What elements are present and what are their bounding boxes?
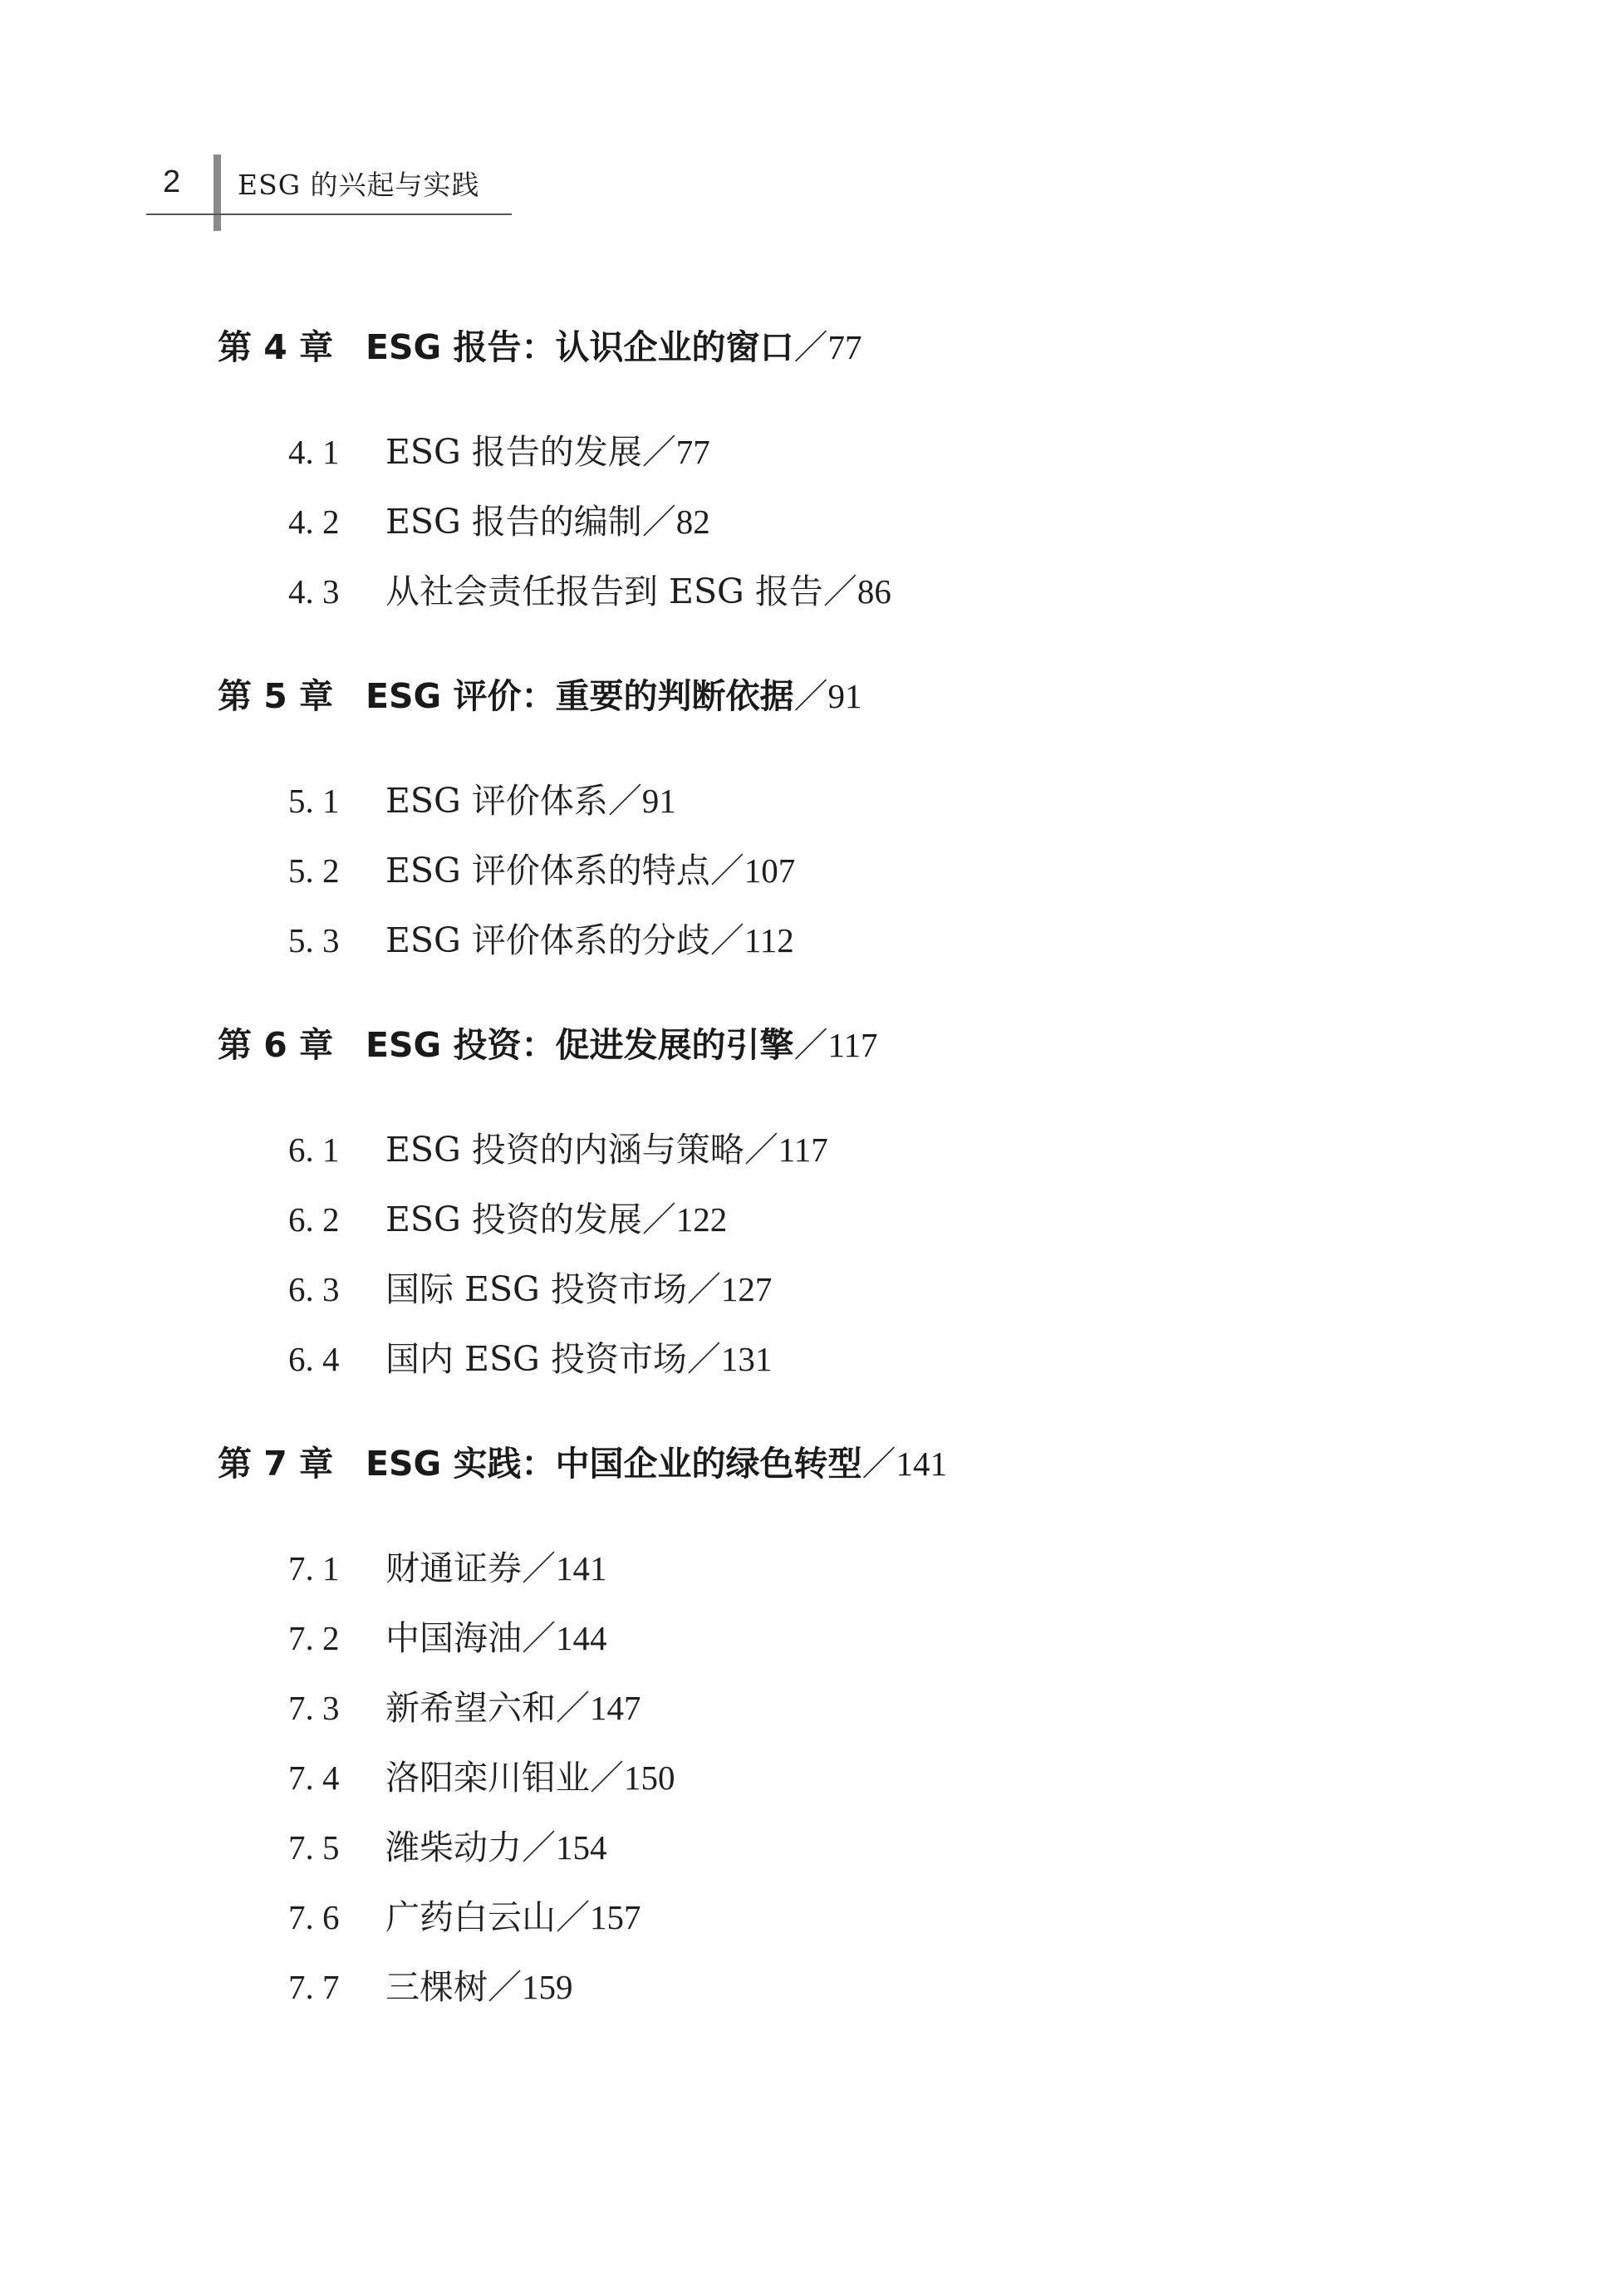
toc-section-7-5[interactable] xyxy=(288,1827,607,1867)
section-number: 7. 6 xyxy=(288,1898,340,1936)
section-title: 中国海油 xyxy=(385,1618,522,1658)
section-title: 国际 ESG 投资市场 xyxy=(385,1269,687,1309)
section-number: 4. 3 xyxy=(288,572,340,611)
chapter-title: ESG 评价：重要的判断依据 xyxy=(366,676,794,716)
section-page: ／122 xyxy=(641,1200,728,1239)
toc-chapter-4[interactable] xyxy=(218,327,862,367)
section-number: 7. 5 xyxy=(288,1828,340,1867)
section-page: ／144 xyxy=(522,1619,607,1657)
chapter-page: ／91 xyxy=(793,677,862,715)
section-title: 国内 ESG 投资市场 xyxy=(385,1339,687,1379)
section-title: ESG 评价体系 xyxy=(385,781,608,821)
chapter-label: 第 4 章 xyxy=(218,327,334,367)
section-number: 6. 1 xyxy=(288,1131,340,1169)
toc-section-7-3[interactable] xyxy=(288,1688,641,1728)
section-number: 7. 2 xyxy=(288,1619,340,1657)
section-page: ／157 xyxy=(556,1898,641,1936)
toc-section-5-2[interactable] xyxy=(288,851,796,890)
section-page: ／159 xyxy=(488,1968,573,2006)
section-page: ／131 xyxy=(686,1340,773,1378)
toc-section-4-3[interactable] xyxy=(288,572,891,611)
section-title: ESG 报告的发展 xyxy=(385,432,642,472)
toc-section-5-3[interactable] xyxy=(288,920,794,960)
section-title: 洛阳栾川钼业 xyxy=(385,1758,590,1798)
toc-section-7-7[interactable] xyxy=(288,1967,573,2007)
section-title: 财通证券 xyxy=(385,1548,522,1588)
toc-section-6-4[interactable] xyxy=(288,1339,773,1379)
toc-section-7-1[interactable] xyxy=(288,1548,607,1588)
section-page: ／150 xyxy=(590,1759,675,1797)
chapter-page: ／117 xyxy=(793,1026,878,1064)
toc-chapter-7[interactable] xyxy=(218,1444,947,1484)
chapter-title: ESG 投资：促进发展的引擎 xyxy=(366,1025,794,1065)
section-number: 5. 1 xyxy=(288,782,340,820)
section-number: 4. 2 xyxy=(288,503,340,541)
chapter-title: ESG 报告：认识企业的窗口 xyxy=(366,327,794,367)
section-title: 三棵树 xyxy=(385,1967,488,2007)
section-page: ／147 xyxy=(556,1689,641,1727)
toc-chapter-6[interactable] xyxy=(218,1025,878,1065)
section-number: 7. 3 xyxy=(288,1689,340,1727)
section-number: 5. 2 xyxy=(288,851,340,890)
chapter-page: ／77 xyxy=(793,328,862,366)
header-divider-bar xyxy=(214,155,221,231)
toc-section-5-1[interactable] xyxy=(288,781,676,821)
section-page: ／154 xyxy=(522,1828,607,1867)
section-number: 7. 1 xyxy=(288,1549,340,1587)
section-page: ／117 xyxy=(744,1131,828,1169)
section-number: 7. 7 xyxy=(288,1968,340,2006)
section-title: ESG 评价体系的特点 xyxy=(385,851,710,890)
chapter-label: 第 6 章 xyxy=(218,1025,334,1065)
chapter-page: ／141 xyxy=(861,1445,947,1483)
section-number: 4. 1 xyxy=(288,433,340,471)
section-title: ESG 评价体系的分歧 xyxy=(385,920,710,960)
section-page: ／86 xyxy=(822,572,891,611)
toc-section-7-2[interactable] xyxy=(288,1618,607,1658)
section-number: 5. 3 xyxy=(288,921,340,959)
section-title: 从社会责任报告到 ESG 报告 xyxy=(385,572,823,611)
page-number: 2 xyxy=(163,164,181,199)
section-number: 6. 2 xyxy=(288,1200,340,1239)
header-rule xyxy=(146,213,512,215)
toc-section-4-1[interactable] xyxy=(288,432,710,472)
running-header xyxy=(0,0,1610,249)
section-page: ／82 xyxy=(641,503,710,541)
section-page: ／91 xyxy=(607,782,676,820)
toc-chapter-5[interactable] xyxy=(218,676,862,716)
section-title: 潍柴动力 xyxy=(385,1827,522,1867)
section-page: ／141 xyxy=(522,1549,607,1587)
section-title: ESG 投资的内涵与策略 xyxy=(385,1130,744,1170)
section-page: ／77 xyxy=(641,433,710,471)
chapter-label: 第 7 章 xyxy=(218,1444,334,1484)
section-title: ESG 报告的编制 xyxy=(385,502,642,542)
section-page: ／127 xyxy=(686,1270,773,1308)
section-number: 6. 3 xyxy=(288,1270,340,1308)
section-title: 广药白云山 xyxy=(385,1897,556,1937)
toc-section-4-2[interactable] xyxy=(288,502,710,542)
section-number: 7. 4 xyxy=(288,1759,340,1797)
toc-section-7-4[interactable] xyxy=(288,1758,675,1798)
chapter-label: 第 5 章 xyxy=(218,676,334,716)
section-number: 6. 4 xyxy=(288,1340,340,1378)
toc-section-6-2[interactable] xyxy=(288,1200,728,1239)
section-title: 新希望六和 xyxy=(385,1688,556,1728)
toc-section-6-1[interactable] xyxy=(288,1130,828,1170)
running-header-title: ESG 的兴起与实践 xyxy=(238,169,480,201)
section-title: ESG 投资的发展 xyxy=(385,1200,642,1239)
toc-section-6-3[interactable] xyxy=(288,1269,773,1309)
toc-section-7-6[interactable] xyxy=(288,1897,641,1937)
section-page: ／107 xyxy=(709,851,796,890)
section-page: ／112 xyxy=(709,921,794,959)
chapter-title: ESG 实践：中国企业的绿色转型 xyxy=(366,1444,862,1484)
